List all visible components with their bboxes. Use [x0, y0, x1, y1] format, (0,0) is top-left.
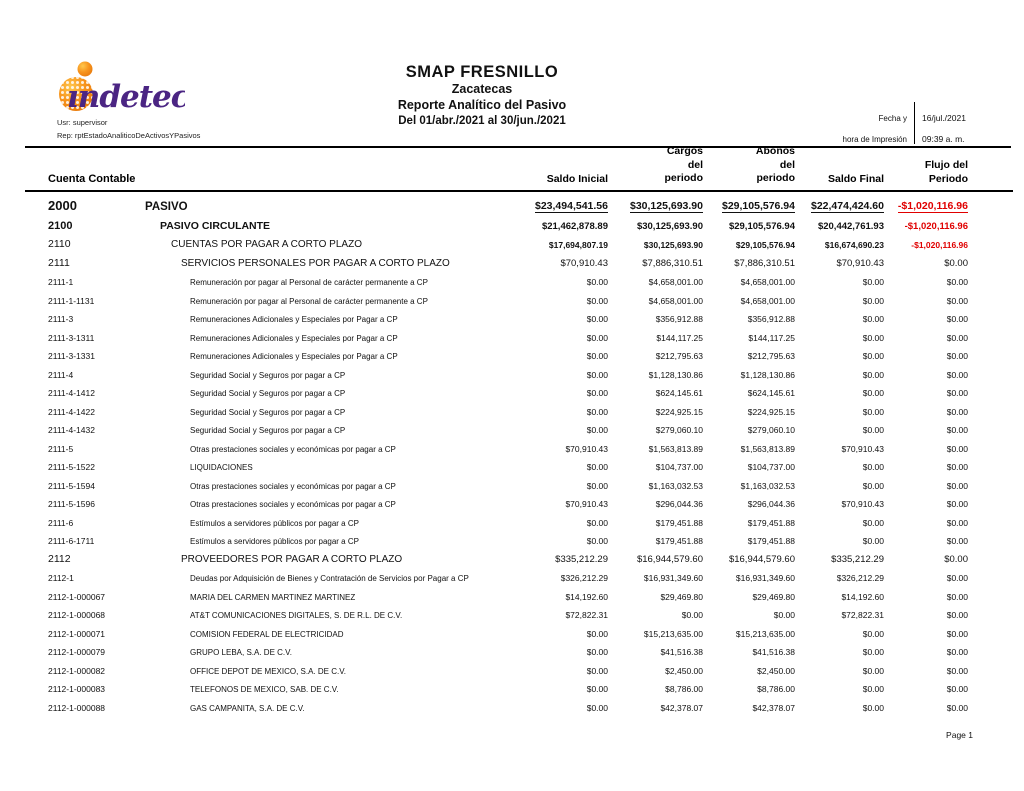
abonos-value: $144,117.25	[748, 332, 795, 343]
abonos-value: $279,060.10	[747, 425, 795, 435]
abonos-value: $16,944,579.60	[728, 553, 795, 565]
table-row	[0, 437, 1024, 456]
table-row	[0, 548, 1024, 567]
cargos-value: $16,931,349.60	[643, 573, 703, 583]
print-label-line2: hora de Impresión	[842, 135, 907, 144]
report-titles	[0, 63, 964, 128]
saldo-final-value: $20,442,761.93	[817, 220, 884, 232]
flujo-value: $0.00	[946, 684, 968, 694]
flujo-value: $0.00	[946, 388, 968, 398]
flujo-value: $0.00	[946, 406, 968, 417]
flujo-value: -$1,020,116.96	[911, 240, 968, 250]
saldo-inicial-value: $0.00	[586, 314, 608, 324]
account-code: 2111-4-1412	[48, 388, 95, 398]
abonos-value: $41,516.38	[752, 647, 795, 657]
account-name: OFFICE DEPOT DE MEXICO, S.A. DE C.V.	[190, 666, 347, 676]
abonos-value: $0.00	[773, 610, 795, 620]
table-row	[0, 419, 1024, 438]
saldo-final-value: $326,212.29	[836, 573, 884, 583]
saldo-inicial-value: $0.00	[586, 277, 608, 287]
flujo-value: $0.00	[946, 277, 968, 287]
saldo-inicial-value: $0.00	[586, 406, 608, 417]
cargos-value: $2,450.00	[665, 665, 703, 676]
saldo-inicial-value: $70,910.43	[560, 257, 608, 269]
saldo-inicial-value: $0.00	[586, 536, 608, 546]
abonos-value: $224,925.15	[747, 406, 795, 417]
logo-text: ındetec	[67, 79, 185, 115]
entity-title: SMAP FRESNILLO	[405, 63, 559, 81]
table-row	[0, 400, 1024, 419]
cargos-value: $104,737.00	[655, 462, 703, 472]
abonos-value: $1,128,130.86	[740, 369, 795, 380]
abonos-value: $29,469.80	[752, 591, 795, 602]
saldo-inicial-value: $326,212.29	[560, 573, 608, 583]
saldo-final-value: $0.00	[862, 277, 884, 287]
account-name: Remuneración por pagar al Personal de carácter permanente a CP	[190, 278, 428, 287]
flujo-value: $0.00	[946, 332, 968, 343]
table-row	[0, 234, 1024, 253]
flujo-value: $0.00	[946, 480, 968, 491]
table-row	[0, 271, 1024, 290]
account-name: Otras prestaciones sociales y económicas por pagar a CP	[190, 500, 396, 509]
saldo-inicial-value: $0.00	[586, 388, 608, 398]
saldo-final-value: $0.00	[862, 536, 884, 546]
cargos-value: $224,925.15	[655, 406, 703, 417]
table-row	[0, 511, 1024, 530]
abonos-value: $179,451.88	[747, 517, 795, 528]
saldo-final-value: $0.00	[862, 462, 884, 472]
cargos-value: $624,145.61	[655, 388, 703, 398]
saldo-inicial-value: $335,212.29	[555, 553, 608, 565]
flujo-value: $0.00	[946, 647, 968, 657]
saldo-final-value: $16,674,690.23	[824, 240, 884, 250]
cargos-value: $1,563,813.89	[648, 443, 703, 454]
account-code: 2112-1-000067	[48, 591, 106, 602]
cargos-value: $41,516.38	[660, 647, 703, 657]
saldo-inicial-value: $14,192.60	[565, 591, 608, 602]
saldo-inicial-value: $0.00	[586, 332, 608, 343]
account-code: 2110	[48, 238, 71, 250]
account-name: Remuneraciones Adicionales y Especiales por Pagar a CP	[190, 333, 398, 343]
account-code: 2111-6	[48, 517, 74, 528]
account-code: 2111-6-1711	[48, 536, 95, 546]
cargos-value: $0.00	[681, 610, 703, 620]
flujo-value: $0.00	[946, 499, 968, 509]
account-code: 2111-5-1594	[48, 480, 95, 491]
cargos-value: $29,469.80	[660, 591, 703, 602]
account-code: 2111-1-1131	[48, 295, 95, 306]
account-code: 2112	[48, 552, 71, 565]
saldo-final-value: $0.00	[862, 332, 884, 343]
saldo-final-value: $14,192.60	[841, 591, 884, 602]
account-name: Seguridad Social y Seguros por pagar a CP	[190, 370, 346, 380]
saldo-final-value: $0.00	[862, 684, 884, 694]
flujo-value: $0.00	[946, 665, 968, 676]
flujo-value: $0.00	[946, 314, 968, 324]
cargos-value: $4,658,001.00	[648, 277, 703, 287]
saldo-final-value: $0.00	[862, 351, 884, 361]
account-name: SERVICIOS PERSONALES POR PAGAR A CORTO PLAZO	[181, 257, 450, 269]
abonos-value: $2,450.00	[757, 665, 795, 676]
abonos-value: $1,163,032.53	[740, 480, 795, 491]
account-code: 2112-1-000083	[48, 684, 106, 694]
cargos-value: $179,451.88	[655, 536, 703, 546]
flujo-value: $0.00	[946, 610, 968, 620]
saldo-inicial-value: $0.00	[586, 628, 608, 639]
account-code: 2111-5-1596	[48, 499, 95, 509]
abonos-value: $4,658,001.00	[740, 295, 795, 306]
account-name: AT&T COMUNICACIONES DIGITALES, S. DE R.L. DE C.V.	[190, 611, 403, 620]
saldo-inicial-value: $0.00	[586, 369, 608, 380]
cargos-value: $212,795.63	[655, 351, 703, 361]
report-title: Reporte Analítico del Pasivo	[397, 98, 567, 113]
account-code: 2100	[48, 219, 73, 232]
saldo-final-value: $0.00	[862, 369, 884, 380]
table-row	[0, 622, 1024, 641]
cargos-value: $30,125,693.90	[630, 200, 703, 212]
cargos-value: $1,163,032.53	[648, 480, 703, 491]
saldo-inicial-value: $0.00	[586, 425, 608, 435]
abonos-value: $104,737.00	[747, 462, 795, 472]
table-row	[0, 696, 1024, 715]
saldo-final-value: $70,910.43	[841, 443, 884, 454]
table-rows	[0, 193, 1024, 715]
saldo-final-value: $0.00	[862, 647, 884, 657]
flujo-value: $0.00	[946, 536, 968, 546]
print-info	[843, 102, 1010, 144]
flujo-value: $0.00	[946, 425, 968, 435]
table-row	[0, 363, 1024, 382]
cargos-value: $296,044.36	[655, 499, 703, 509]
saldo-inicial-value: $0.00	[586, 351, 608, 361]
account-name: Remuneraciones Adicionales y Especiales por Pagar a CP	[190, 315, 398, 324]
abonos-value: $15,213,635.00	[735, 628, 795, 639]
abonos-value: $356,912.88	[747, 314, 795, 324]
table-row	[0, 382, 1024, 401]
saldo-inicial-value: $0.00	[586, 647, 608, 657]
saldo-final-value: $22,474,424.60	[811, 200, 884, 212]
column-header-cargos-del-periodo: Cargos del periodo	[664, 145, 703, 184]
saldo-inicial-value: $0.00	[586, 462, 608, 472]
table-row	[0, 252, 1024, 271]
account-code: 2111-3	[48, 314, 74, 324]
table-row	[0, 326, 1024, 345]
account-code: 2112-1	[48, 573, 74, 583]
saldo-final-value: $0.00	[862, 406, 884, 417]
abonos-value: $29,105,576.94	[728, 220, 795, 232]
flujo-value: $0.00	[946, 351, 968, 361]
account-code: 2111-5-1522	[48, 462, 95, 472]
table-row	[0, 493, 1024, 512]
saldo-final-value: $0.00	[862, 295, 884, 306]
account-code: 2111-1	[48, 277, 74, 287]
report-period: Del 01/abr./2021 al 30/jun./2021	[398, 114, 566, 127]
table-row	[0, 308, 1024, 327]
cargos-value: $7,886,310.51	[642, 257, 703, 269]
account-name: GRUPO LEBA, S.A. DE C.V.	[190, 648, 292, 657]
saldo-inicial-value: $0.00	[586, 517, 608, 528]
saldo-inicial-value: $0.00	[586, 480, 608, 491]
account-name: Otras prestaciones sociales y económicas por pagar a CP	[190, 444, 396, 454]
print-label-line1: Fecha y	[878, 114, 907, 123]
account-code: 2112-1-000068	[48, 610, 106, 620]
saldo-final-value: $70,910.43	[836, 257, 884, 269]
table-row	[0, 289, 1024, 308]
cargos-value: $30,125,693.90	[636, 220, 703, 232]
abonos-value: $1,563,813.89	[740, 443, 795, 454]
account-name: MARIA DEL CARMEN MARTINEZ MARTINEZ	[190, 592, 356, 602]
saldo-inicial-value: $0.00	[586, 295, 608, 306]
flujo-value: $0.00	[946, 295, 968, 306]
column-header-abonos-del-periodo: Abonos del periodo	[755, 145, 795, 184]
table-row	[0, 641, 1024, 660]
account-code: 2112-1-000071	[48, 628, 106, 639]
rep-line: Rep: rptEstadoAnaliticoDeActivosYPasivos	[57, 131, 201, 140]
table-row	[0, 345, 1024, 364]
account-code: 2112-1-000088	[48, 702, 106, 713]
account-code: 2111-5	[48, 443, 74, 454]
abonos-value: $212,795.63	[747, 351, 795, 361]
flujo-value: -$1,020,116.96	[897, 200, 968, 212]
saldo-final-value: $0.00	[862, 425, 884, 435]
abonos-value: $42,378.07	[752, 702, 795, 713]
account-name: Remuneración por pagar al Personal de carácter permanente a CP	[190, 296, 428, 306]
account-name: COMISION FEDERAL DE ELECTRICIDAD	[190, 629, 344, 639]
account-code: 2111-4-1422	[48, 406, 95, 417]
saldo-final-value: $0.00	[862, 314, 884, 324]
table-row	[0, 456, 1024, 475]
flujo-value: $0.00	[946, 628, 968, 639]
flujo-value: -$1,020,116.96	[904, 220, 968, 232]
user-line: Usr: supervisor	[57, 118, 108, 127]
print-date: 16/jul./2021	[922, 113, 966, 123]
column-header-saldo-inicial: Saldo Inicial	[546, 173, 608, 185]
table-row	[0, 604, 1024, 623]
account-name: Estímulos a servidores públicos por pagar a CP	[190, 518, 359, 528]
flujo-value: $0.00	[946, 517, 968, 528]
abonos-value: $624,145.61	[747, 388, 795, 398]
account-code: 2112-1-000082	[48, 665, 106, 676]
cargos-value: $30,125,693.90	[643, 240, 703, 250]
print-info-labels	[843, 102, 914, 144]
table-row	[0, 193, 1024, 215]
saldo-final-value: $0.00	[862, 517, 884, 528]
cargos-value: $1,128,130.86	[648, 369, 703, 380]
flujo-value: $0.00	[946, 702, 968, 713]
table-row	[0, 530, 1024, 549]
account-name: PASIVO	[145, 201, 188, 213]
saldo-final-value: $0.00	[862, 665, 884, 676]
page-number: Page 1	[946, 730, 973, 740]
saldo-final-value: $72,822.31	[841, 610, 884, 620]
account-code: 2111-3-1331	[48, 351, 95, 361]
cargos-value: $356,912.88	[655, 314, 703, 324]
abonos-value: $179,451.88	[747, 536, 795, 546]
account-code: 2000	[48, 198, 77, 213]
account-code: 2111-4	[48, 369, 74, 380]
saldo-final-value: $70,910.43	[841, 499, 884, 509]
account-name: Otras prestaciones sociales y económicas por pagar a CP	[190, 481, 396, 491]
cargos-value: $279,060.10	[655, 425, 703, 435]
abonos-value: $4,658,001.00	[740, 277, 795, 287]
abonos-value: $7,886,310.51	[734, 257, 795, 269]
account-code: 2111	[48, 256, 70, 269]
print-time: 09:39 a. m.	[922, 134, 965, 144]
account-name: CUENTAS POR PAGAR A CORTO PLAZO	[171, 239, 362, 250]
saldo-final-value: $335,212.29	[831, 553, 884, 565]
cargos-value: $15,213,635.00	[643, 628, 703, 639]
saldo-final-value: $0.00	[862, 480, 884, 491]
flujo-value: $0.00	[944, 257, 968, 269]
saldo-inicial-value: $70,910.43	[565, 443, 608, 454]
cargos-value: $179,451.88	[655, 517, 703, 528]
saldo-inicial-value: $72,822.31	[565, 610, 608, 620]
cargos-value: $42,378.07	[660, 702, 703, 713]
saldo-final-value: $0.00	[862, 388, 884, 398]
print-info-values	[914, 102, 1010, 144]
saldo-inicial-value: $21,462,878.89	[541, 220, 608, 232]
account-code: 2111-4-1432	[48, 425, 95, 435]
table-row	[0, 659, 1024, 678]
saldo-final-value: $0.00	[862, 628, 884, 639]
table-row	[0, 567, 1024, 586]
saldo-inicial-value: $0.00	[586, 665, 608, 676]
saldo-inicial-value: $23,494,541.56	[535, 200, 608, 212]
account-name: Seguridad Social y Seguros por pagar a CP	[190, 426, 346, 435]
table-row	[0, 474, 1024, 493]
account-name: Seguridad Social y Seguros por pagar a CP	[190, 407, 346, 417]
account-name: Seguridad Social y Seguros por pagar a CP	[190, 389, 346, 398]
flujo-value: $0.00	[946, 591, 968, 602]
saldo-inicial-value: $0.00	[586, 702, 608, 713]
cargos-value: $8,786.00	[665, 684, 703, 694]
state-subtitle: Zacatecas	[451, 81, 513, 96]
saldo-final-value: $0.00	[862, 702, 884, 713]
flujo-value: $0.00	[946, 573, 968, 583]
account-name: PROVEEDORES POR PAGAR A CORTO PLAZO	[181, 553, 403, 565]
account-name: PASIVO CIRCULANTE	[160, 219, 271, 232]
account-name: Deudas por Adquisición de Bienes y Contratación de Servicios por Pagar a CP	[190, 574, 469, 583]
account-name: Estímulos a servidores públicos por pagar a CP	[190, 537, 359, 546]
saldo-inicial-value: $0.00	[586, 684, 608, 694]
saldo-inicial-value: $17,694,807.19	[548, 240, 608, 250]
abonos-value: $29,105,576.94	[735, 240, 795, 250]
saldo-inicial-value: $70,910.43	[565, 499, 608, 509]
account-name: GAS CAMPANITA, S.A. DE C.V.	[190, 703, 305, 713]
table-row	[0, 678, 1024, 697]
account-name: LIQUIDACIONES	[190, 463, 253, 472]
flujo-value: $0.00	[946, 462, 968, 472]
cargos-value: $4,658,001.00	[648, 295, 703, 306]
table-row	[0, 215, 1024, 234]
column-header-saldo-final: Saldo Final	[827, 173, 884, 185]
flujo-value: $0.00	[946, 443, 968, 454]
header-divider	[25, 146, 1011, 148]
abonos-value: $16,931,349.60	[735, 573, 795, 583]
flujo-value: $0.00	[944, 553, 968, 565]
abonos-value: $296,044.36	[747, 499, 795, 509]
account-code: 2111-3-1311	[48, 332, 95, 343]
abonos-value: $29,105,576.94	[722, 200, 795, 212]
account-name: Remuneraciones Adicionales y Especiales por Pagar a CP	[190, 352, 398, 361]
account-code: 2112-1-000079	[48, 647, 106, 657]
abonos-value: $8,786.00	[757, 684, 795, 694]
column-header-flujo-del-periodo: Flujo del Periodo	[924, 159, 968, 185]
table-row	[0, 585, 1024, 604]
cargos-value: $144,117.25	[656, 332, 703, 343]
cargos-value: $16,944,579.60	[636, 553, 703, 565]
account-name: TELEFONOS DE MEXICO, SAB. DE C.V.	[190, 685, 339, 694]
flujo-value: $0.00	[946, 369, 968, 380]
column-header-cuenta-contable: Cuenta Contable	[48, 173, 136, 185]
